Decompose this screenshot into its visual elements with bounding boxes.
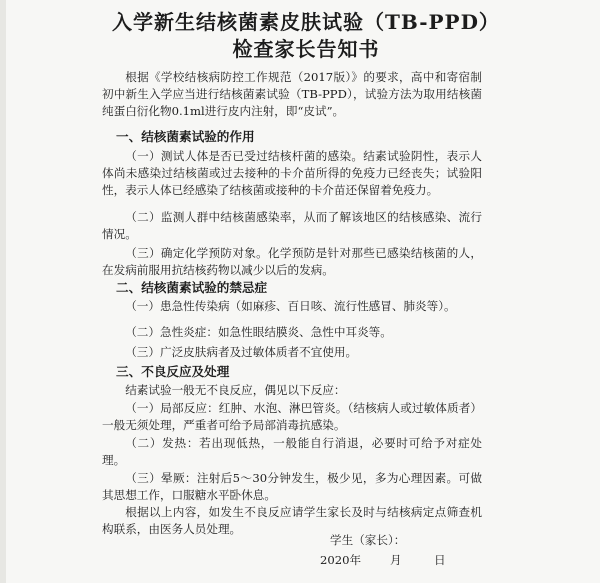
- document-title: 入学新生结核菌素皮肤试验（TB-PPD）: [112, 10, 500, 34]
- section3-item-1: （一）局部反应：红肿、水泡、淋巴管炎。（结核病人或过敏体质者）一般无须处理，严重者可给予局部消毒抗感染。: [102, 401, 482, 432]
- signature-label: 学生（家长）：: [330, 533, 406, 547]
- section1-item-3: （三）确定化学预防对象。化学预防是针对那些已感染结核菌的人，在发病前服用抗结核药物以减少以后的发病。: [102, 246, 482, 277]
- intro-paragraph: 根据《学校结核病防控工作规范（2017版）》的要求，高中和寄宿制初中新生入学应当进行结核菌素试验（TB-PPD），试验方法为取用结核菌纯蛋白衍化物0.1ml进行皮内注射，即“皮试”。: [102, 70, 482, 118]
- document-subtitle: 检查家长告知书: [232, 37, 380, 61]
- signature-day: 日: [434, 553, 446, 567]
- section2-item-3: （三）广泛皮肤病者及过敏体质者不宜使用。: [125, 345, 358, 359]
- signature-month: 月: [390, 553, 402, 567]
- closing-paragraph: 根据以上内容，如发生不良反应请学生家长及时与结核病定点筛查机构联系，由医务人员处理。: [102, 505, 482, 536]
- section2-item-1: （一）患急性传染病（如麻疹、百日咳、流行性感冒、肺炎等）。: [125, 299, 456, 313]
- section3-heading: 三、不良反应及处理: [116, 364, 230, 379]
- section1-item-2: （二）监测人群中结核菌感染率，从而了解该地区的结核感染、流行情况。: [102, 210, 482, 241]
- section1-heading: 一、结核菌素试验的作用: [116, 129, 255, 144]
- section3-item-2: （二）发热：若出现低热，一般能自行消退，必要时可给予对症处理。: [102, 436, 482, 467]
- signature-year: 2020年: [320, 553, 362, 567]
- section2-heading: 二、结核菌素试验的禁忌症: [116, 280, 268, 295]
- section2-item-2: （二）急性炎症：如急性眼结膜炎、急性中耳炎等。: [125, 325, 392, 339]
- section3-item-3: （三）晕厥：注射后5～30分钟发生，极少见，多为心理因素。可做其思想工作，口服糖水平卧休息。: [102, 471, 482, 502]
- section1-item-1: （一）测试人体是否已受过结核杆菌的感染。结素试验阴性，表示人体尚未感染过结核菌或过去接种的卡介苗所得的免疫力已经丧失；试验阳性，表示人体已经感染了结核菌或接种的卡介苗还保留着免疫力。: [102, 149, 482, 197]
- section3-intro: 结素试验一般无不良反应，偶见以下反应：: [125, 383, 346, 397]
